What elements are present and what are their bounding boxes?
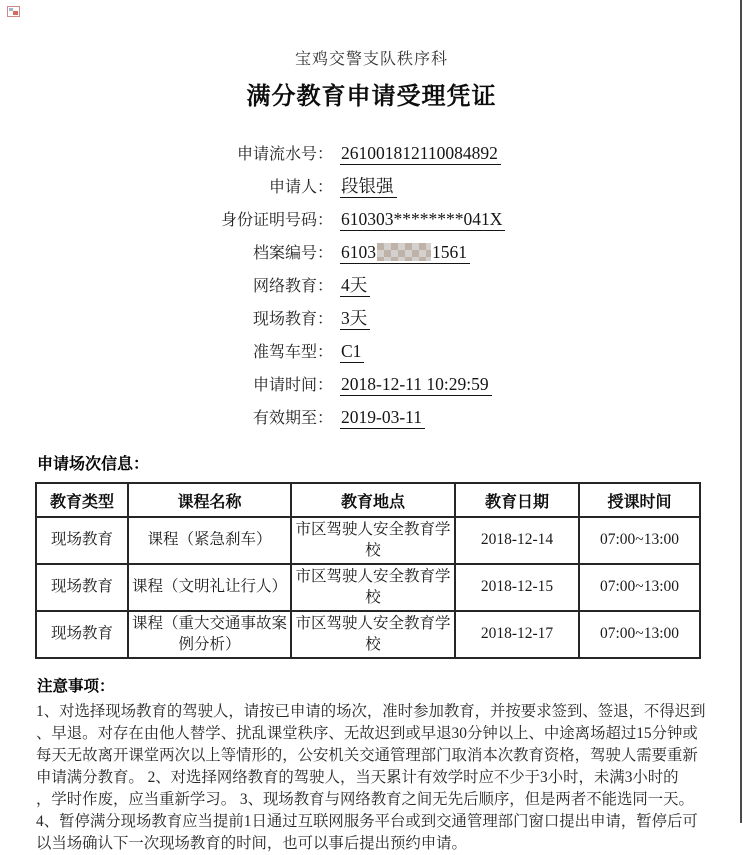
broken-image-icon — [7, 6, 20, 17]
archive-number-prefix: 6103 — [341, 242, 376, 262]
mosaic-redaction-block — [377, 243, 431, 261]
field-row-id-number — [0, 207, 743, 240]
field-row-archive-number — [0, 240, 743, 273]
cell-course-name: 课程（文明礼让行人） — [128, 564, 291, 611]
field-label: 申请人： — [268, 179, 333, 196]
cell-time: 07:00~13:00 — [579, 564, 700, 611]
field-list — [0, 141, 743, 438]
table-header-time: 授课时间 — [579, 483, 700, 517]
cell-education-type: 现场教育 — [36, 611, 128, 658]
table-row — [36, 517, 700, 564]
cell-date: 2018-12-14 — [455, 517, 579, 564]
page-title: 满分教育申请受理凭证 — [246, 82, 497, 110]
field-value-apply-time: 2018-12-11 10:29:59 — [340, 375, 492, 396]
table-header-education-type: 教育类型 — [36, 483, 128, 517]
field-value-archive-number — [340, 243, 470, 264]
field-value-onsite-education: 3天 — [340, 309, 370, 330]
note-line: 每天无故离开课堂两次以上等情形的，公安机关交通管理部门取消本次教育资格，驾驶人需要重新 — [36, 747, 698, 764]
cell-course-name: 课程（重大交通事故案例分析） — [128, 611, 291, 658]
cell-date: 2018-12-17 — [455, 611, 579, 658]
table-header-row — [36, 483, 700, 517]
notes-heading: 注意事项： — [37, 677, 115, 695]
field-row-onsite-education — [0, 306, 743, 339]
field-label: 准驾车型： — [252, 344, 333, 361]
table-row — [36, 564, 700, 611]
note-line: 1、对选择现场教育的驾驶人，请按已申请的场次，准时参加教育，并按要求签到、签退，不得迟到 — [36, 703, 706, 720]
cell-location: 市区驾驶人安全教育学校 — [291, 564, 455, 611]
field-label: 申请时间： — [252, 377, 333, 394]
note-line: 、早退。对存在由他人替学、扰乱课堂秩序、无故迟到或早退30分钟以上、中途离场超过15分钟或 — [36, 725, 698, 742]
notes-paragraph — [36, 701, 743, 855]
table-header-course-name: 课程名称 — [128, 483, 291, 517]
field-value-valid-until: 2019-03-11 — [340, 408, 425, 429]
cell-education-type: 现场教育 — [36, 564, 128, 611]
org-name: 宝鸡交警支队秩序科 — [294, 51, 448, 68]
field-value-id-number: 610303********041X — [340, 210, 505, 231]
field-label: 申请流水号： — [236, 146, 333, 163]
cell-course-name: 课程（紧急刹车） — [128, 517, 291, 564]
field-row-license-class — [0, 339, 743, 372]
session-section-heading: 申请场次信息： — [37, 454, 150, 473]
field-label: 身份证明号码： — [220, 212, 333, 229]
field-label: 网络教育： — [252, 278, 333, 295]
field-row-serial — [0, 141, 743, 174]
note-line: 以当场确认下一次现场教育的时间，也可以事后提出预约申请。 — [36, 835, 467, 852]
field-row-valid-until — [0, 405, 743, 438]
field-row-apply-time — [0, 372, 743, 405]
table-row — [36, 611, 700, 658]
table-header-date: 教育日期 — [455, 483, 579, 517]
archive-number-suffix: 1561 — [432, 242, 467, 262]
field-value-serial: 261001812110084892 — [340, 144, 501, 165]
note-line: ，学时作废，应当重新学习。 3、现场教育与网络教育之间无先后顺序，但是两者不能选同一天。 — [36, 791, 694, 808]
field-row-online-education — [0, 273, 743, 306]
cell-time: 07:00~13:00 — [579, 517, 700, 564]
table-header-location: 教育地点 — [291, 483, 455, 517]
page-right-edge-line — [740, 0, 742, 823]
note-line: 申请满分教育。 2、对选择网络教育的驾驶人，当天累计有效学时应不少于3小时，未满3小时的 — [36, 769, 679, 786]
field-label: 档案编号： — [252, 245, 333, 262]
cell-location: 市区驾驶人安全教育学校 — [291, 517, 455, 564]
session-table — [35, 482, 701, 659]
field-value-license-class: C1 — [340, 342, 364, 363]
cell-location: 市区驾驶人安全教育学校 — [291, 611, 455, 658]
field-value-online-education: 4天 — [340, 276, 370, 297]
cell-time: 07:00~13:00 — [579, 611, 700, 658]
field-value-applicant: 段银强 — [340, 177, 397, 198]
field-row-applicant — [0, 174, 743, 207]
cell-date: 2018-12-15 — [455, 564, 579, 611]
field-label: 现场教育： — [252, 311, 333, 328]
field-label: 有效期至： — [252, 410, 333, 427]
cell-education-type: 现场教育 — [36, 517, 128, 564]
note-line: 4、暂停满分现场教育应当提前1日通过互联网服务平台或到交通管理部门窗口提出申请，暂停后可 — [36, 813, 698, 830]
